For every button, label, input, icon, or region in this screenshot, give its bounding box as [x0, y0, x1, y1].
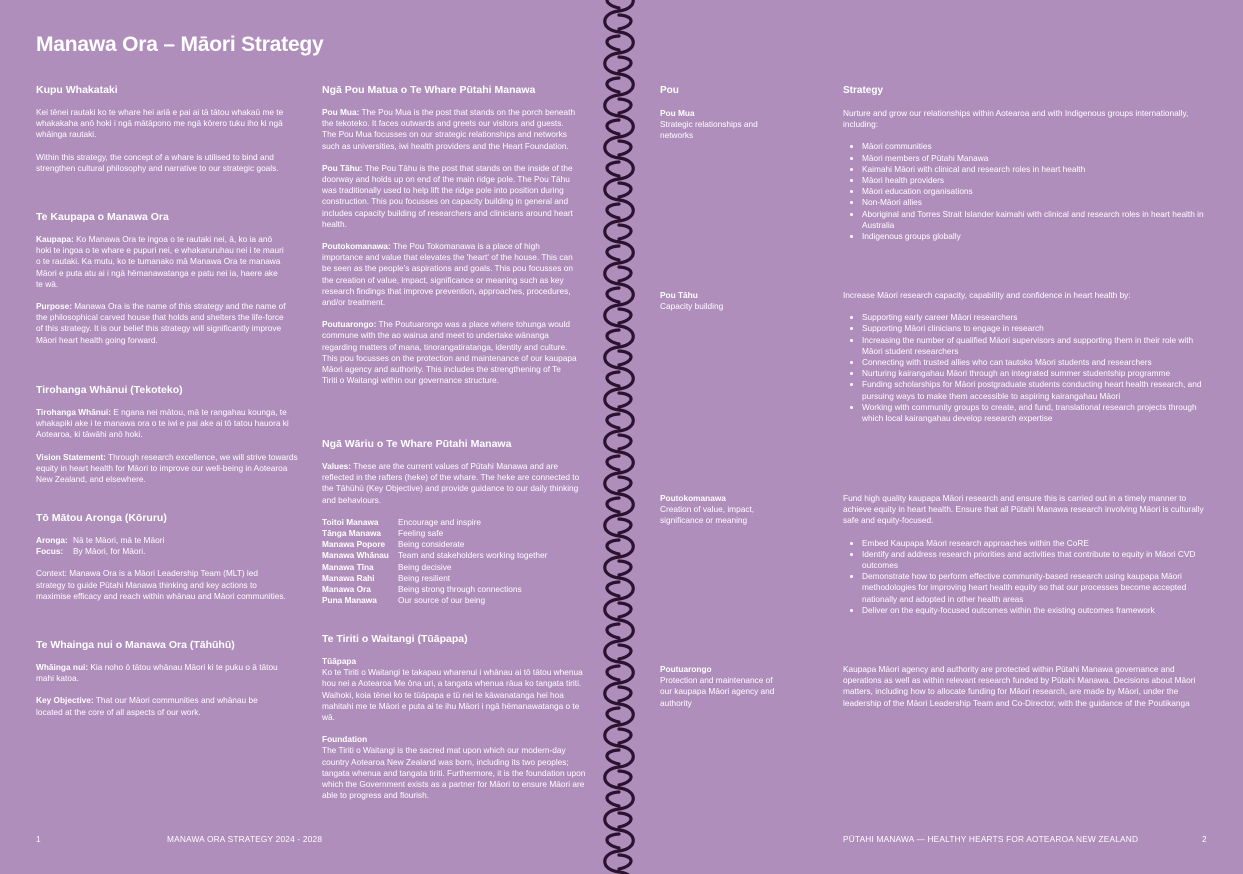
pou-name: Poutuarongo — [660, 664, 712, 674]
section-heading: Ngā Wāriu o Te Whare Pūtahi Manawa — [322, 438, 512, 450]
paragraph — [322, 163, 577, 230]
paragraph — [36, 407, 300, 441]
label: Pou Tāhu: — [322, 162, 363, 173]
paragraph: Context: Manawa Ora is a Māori Leadership Team (MLT) led strategy to guide Pūtahi Manawa thinking and key actions to maximise efficacy and reach within whānau and Māori communities. — [36, 568, 286, 601]
strategy-intro: Increase Māori research capacity, capability and confidence in heart health by: — [843, 290, 1131, 300]
section-wariu — [322, 438, 587, 606]
strategy-bullets — [843, 141, 1213, 242]
pou-cell — [660, 493, 775, 527]
value-name: Manawa Ora — [322, 584, 371, 595]
pou-cell — [660, 664, 785, 709]
strategy-cell — [843, 493, 1213, 616]
list-item: • Identify and address research priorities and activities that contribute to equity in Māori CVD outcomes — [862, 549, 1213, 571]
text: By Māori, for Māori. — [73, 546, 146, 557]
list-item: • Kaimahi Māori with clinical and research roles in heart health — [862, 164, 1213, 175]
section-kupu-whakataki — [36, 84, 286, 185]
list-item: • Demonstrate how to perform effective community-based research using kaupapa Māori methodologies for improving heart health equity so that our processes become accepted nationally and adopted in other health areas — [862, 571, 1213, 605]
focus-row — [36, 546, 286, 557]
pou-column-heading: Pou — [660, 85, 679, 96]
value-meaning: Feeling safe — [398, 528, 444, 539]
label: Focus: — [36, 546, 64, 557]
text: Ko Manawa Ora te ingoa o te rautaki nei, ā, ko ia anō hoki te ingoa o te whare e pupuri nei, e whakaruruhau nei i te mauri o te rautaki. Ka mutu, ko te tumanako mā Manawa Ora te manawa Māori e puta atu ai i ngā hēmanawatanga e patu nei ia, haere ake te wā. — [36, 234, 284, 289]
left-footer-text: MANAWA ORA STRATEGY 2024 - 2028 — [167, 834, 323, 844]
value-meaning: Our source of our being — [398, 595, 486, 606]
paragraph: The Tiriti o Waitangi is the sacred mat upon which our modern-day country Aotearoa New Zealand was born, including its two peoples; tangata whenua and tangata tiriti. Furthermore, it is the foundation upon which the Government exists as a partner for Māori to ensure Māori are able to progress and flourish. — [322, 745, 586, 801]
list-item: • Māori health providers — [862, 175, 1213, 186]
text: The Poutuarongo was a place where tohunga would commune with the ao wairua and meet to undertake wānanga regarding matters of mana, tinorangatiratanga, identity and culture. This pou focusses on the protection and maintenance of our kaupapa Māori agency and authority. This includes the strengthening of Te Tiriti o Waitangi within our governance structure. — [322, 319, 577, 386]
list-item: • Māori communities — [862, 141, 1213, 152]
paragraph: Kei tēnei rautaki ko te whare hei ariā e pai ai tā tātou whakaū me te whakakaha anō hoki i ngā mātāpono me ngā kōrero tuku iho ki ngā whāinga rautaki. — [36, 107, 284, 140]
value-meaning: Being decisive — [398, 561, 452, 572]
pou-name: Poutokomanawa — [660, 493, 726, 503]
value-row — [322, 562, 587, 573]
paragraph — [322, 319, 577, 386]
section-heading: Ngā Pou Matua o Te Whare Pūtahi Manawa — [322, 84, 536, 96]
text: Through research excellence, we will strive towards equity in heart health for Māori to improve our well-being in Aotearoa New Zealand, and elsewhere. — [36, 451, 298, 485]
section-heading: Te Kaupapa o Manawa Ora — [36, 211, 169, 223]
paragraph — [322, 107, 577, 152]
text: Nā te Māori, mā te Māori — [73, 535, 165, 545]
list-item: • Connecting with trusted allies who can tautoko Māori students and researchers — [862, 357, 1213, 368]
label: Vision Statement: — [36, 451, 106, 462]
label: Poutokomanawa: — [322, 241, 391, 252]
value-row — [322, 573, 587, 584]
section-aronga — [36, 512, 286, 613]
label: Aronga: — [36, 535, 68, 545]
label: Purpose: — [36, 301, 72, 312]
value-name: Tānga Manawa — [322, 528, 382, 539]
pou-name: Pou Tāhu — [660, 290, 698, 300]
text: The Pou Mua is the post that stands on the porch beneath the tekoteko. It faces outwards and greets our visitors and guests. The Pou Mua focusses on our strategic relationships and networks such as universities, iwi health providers and the Heart Foundation. — [322, 107, 576, 151]
paragraph — [322, 461, 587, 506]
pou-cell — [660, 290, 770, 312]
section-heading: Kupu Whakataki — [36, 84, 118, 96]
paragraph — [36, 301, 286, 346]
list-item: • Supporting early career Māori researchers — [862, 312, 1213, 323]
paragraph — [36, 234, 286, 290]
label: Poutuarongo: — [322, 319, 377, 330]
text: Manawa Ora is the name of this strategy and the name of the philosophical carved house that holds and shelters the life-force of this strategy. It is our belief this strategy will significantly improve Māori heart health going forward. — [36, 301, 286, 345]
value-name: Manawa Rahi — [322, 572, 375, 583]
list-item: • Nurturing kairangahau Māori through an integrated summer studentship programme — [862, 368, 1213, 379]
aronga-list — [36, 535, 286, 557]
value-meaning: Being strong through connections — [398, 584, 522, 595]
list-item: • Deliver on the equity-focused outcomes within the existing outcomes framework — [862, 605, 1213, 616]
pou-cell — [660, 108, 770, 142]
list-item: • Māori members of Pūtahi Manawa — [862, 153, 1213, 164]
section-whainga — [36, 639, 286, 729]
value-meaning: Team and stakeholders working together — [398, 550, 548, 561]
value-name: Manawa Tīna — [322, 561, 374, 572]
list-item: • Embed Kaupapa Māori research approaches within the CoRE — [862, 538, 1213, 549]
label: Key Objective: — [36, 695, 94, 706]
paragraph — [322, 241, 577, 308]
label: Tirohanga Whānui: — [36, 407, 111, 417]
section-pou-matua — [322, 84, 577, 397]
text: E ngana nei mātou, mā te rangahau kounga, te whakapiki ake i te manawa ora o te iwi e pai ake ai tō tatou hauora ki Aotearoa, ki tāwāhi anō hoki. — [36, 407, 289, 440]
value-row — [322, 584, 587, 595]
text: Kia noho ō tātou whānau Māori ki te puku o ā tātou mahi katoa. — [36, 662, 278, 684]
label: Values: — [322, 461, 352, 471]
pou-description: Strategic relationships and networks — [660, 119, 758, 141]
list-item: • Funding scholarships for Māori postgraduate students conducting heart health research, and pursuing ways to make them accessible to aspiring kairangahau Māori — [862, 379, 1213, 401]
pou-name: Pou Mua — [660, 108, 695, 118]
paragraph — [36, 695, 286, 717]
section-heading: Tō Mātou Aronga (Kōruru) — [36, 512, 167, 524]
section-kaupapa — [36, 211, 286, 357]
values-list — [322, 517, 587, 607]
list-item: • Non-Māori allies — [862, 197, 1213, 208]
section-tirohanga — [36, 384, 306, 496]
pou-description: Capacity building — [660, 301, 724, 312]
aronga-row — [36, 535, 286, 546]
paragraph — [36, 662, 286, 684]
value-row — [322, 539, 587, 550]
section-heading: Te Tiriti o Waitangi (Tūāpapa) — [322, 633, 468, 645]
value-row — [322, 528, 587, 539]
list-item: • Increasing the number of qualified Māori supervisors and supporting them in their role with Māori student researchers — [862, 335, 1213, 357]
label: Pou Mua: — [322, 107, 360, 117]
value-name: Puna Manawa — [322, 595, 377, 606]
strategy-column-heading: Strategy — [843, 85, 884, 96]
value-meaning: Being considerate — [398, 539, 465, 550]
right-footer-text: PŪTAHI MANAWA — HEALTHY HEARTS FOR AOTEAROA NEW ZEALAND — [843, 834, 1139, 844]
value-row — [322, 595, 587, 606]
value-row — [322, 550, 587, 561]
text: The Pou Tāhu is the post that stands on the inside of the doorway and holds up on end of the main ridge pole. The Pou Tāhu was traditionally used to help lift the ridge pole into position during construction. This pou focusses on capacity building in general and includes capacity building of researchers and clinicians around heart health. — [322, 162, 573, 229]
strategy-bullets — [843, 538, 1213, 616]
text: That our Māori communities and whānau be located at the core of all aspects of our work. — [36, 695, 258, 717]
value-name: Toitoi Manawa — [322, 516, 379, 527]
list-item: • Supporting Māori clinicians to engage in research — [862, 323, 1213, 334]
list-item: • Indigenous groups globally — [862, 231, 1213, 242]
paragraph: Within this strategy, the concept of a whare is utilised to bind and strengthen cultural philosophy and narrative to our strategic goals. — [36, 151, 279, 173]
subheading: Foundation — [322, 734, 368, 745]
section-heading: Tirohanga Whānui (Tekoteko) — [36, 384, 183, 396]
text: These are the current values of Pūtahi Manawa and are reflected in the rafters (heke) of the whare. The heke are connected to the Tāhūhū (Key Objective) and provide guidance to our daily thinking and behaviours. — [322, 461, 580, 505]
page-title: Manawa Ora – Māori Strategy — [36, 33, 324, 56]
subheading: Tūāpapa — [322, 656, 357, 666]
label: Whāinga nui: — [36, 662, 89, 672]
koru-chain-path — [605, 0, 634, 874]
strategy-intro: Fund high quality kaupapa Māori research and ensure this is carried out in a timely manner to achieve equity in heart health. Ensure that all Pūtahi Manawa research involving Māori is culturally safe and equity-focused. — [843, 493, 1204, 526]
list-item: • Working with community groups to create, and fund, translational research projects through which local kairangahau develop research expertise — [862, 402, 1213, 424]
strategy-cell — [843, 664, 1213, 720]
pou-description: Creation of value, impact, significance or meaning — [660, 504, 755, 526]
paragraph — [36, 452, 300, 486]
strategy-intro: Nurture and grow our relationships within Aotearoa and with Indigenous groups internationally, including: — [843, 108, 1189, 130]
paragraph: Ko te Tiriti o Waitangi te takapau wharenui i whānau ai tō tātou whenua hou nei a Aotearoa Me ōna uri, a tangata whenua rāua ko tangata tiriti. Waihoki, koia tēnei ko te tūāpapa e tū nei te kāwanatanga hei hoa mahitahi me te Māori e puta ai te ihu Māori i ngā hēmanawatanga o te wā. — [322, 667, 583, 723]
strategy-bullets — [843, 312, 1213, 424]
pou-description: Protection and maintenance of our kaupapa Māori agency and authority — [660, 675, 775, 708]
value-row — [322, 517, 587, 528]
text: The Pou Tokomanawa is a place of high importance and value that elevates the 'heart' of the house. This can be seen as the people's aspirations and goals. This pou focusses on the creation of value, impact, significance or meaning such as key research findings that improve prevention, approaches, procedures, and/or treatment. — [322, 241, 573, 308]
left-page-number: 1 — [36, 834, 41, 844]
right-page-number: 2 — [1202, 834, 1207, 844]
list-item: • Māori education organisations — [862, 186, 1213, 197]
koru-chain-ornament — [596, 0, 642, 874]
strategy-cell — [843, 108, 1213, 242]
value-name: Manawa Popore — [322, 539, 386, 550]
value-meaning: Encourage and inspire — [398, 516, 482, 527]
section-heading: Te Whainga nui o Manawa Ora (Tāhūhū) — [36, 639, 235, 651]
value-meaning: Being resilient — [398, 572, 451, 583]
strategy-cell — [843, 290, 1213, 424]
strategy-intro: Kaupapa Māori agency and authority are protected within Pūtahi Manawa governance and operations as well as within relevant research funded by Pūtahi Manawa. Decisions about Māori matters, including how to allocate funding for Māori research, are made by Māori, under the leadership of the Māori Leadership Team and Co-Director, with the guidance of the Poutikanga — [843, 664, 1196, 708]
value-name: Manawa Whānau — [322, 550, 389, 561]
list-item: • Aboriginal and Torres Strait Islander kaimahi with clinical and research roles in heart health in Australia — [862, 209, 1213, 231]
label: Kaupapa: — [36, 234, 74, 244]
section-tiriti — [322, 633, 587, 812]
